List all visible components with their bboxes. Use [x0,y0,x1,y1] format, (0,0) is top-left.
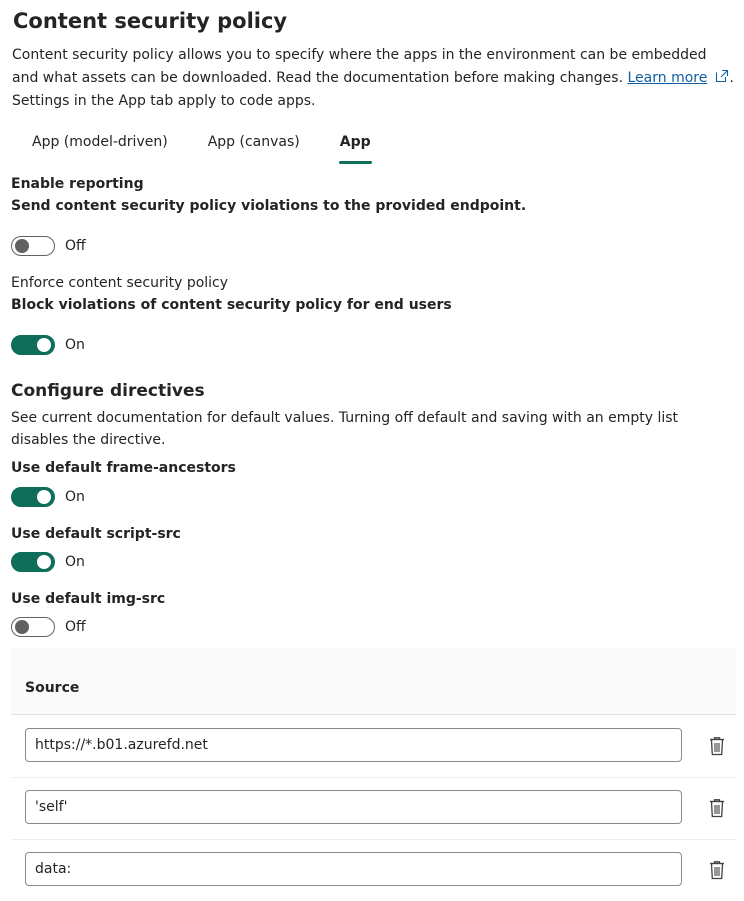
frame-ancestors-label: Use default frame-ancestors [11,460,236,476]
source-input[interactable] [25,852,682,886]
frame-ancestors-state: On [65,489,85,505]
enforce-csp-state: On [65,337,85,353]
enable-reporting-toggle-row [11,235,86,257]
page-description [12,44,737,113]
script-src-toggle[interactable] [11,552,55,572]
toggle-knob [15,620,29,634]
script-src-toggle-row [11,551,85,573]
img-src-label: Use default img-src [11,591,166,607]
source-column-header: Source [25,680,80,696]
learn-more-link[interactable]: Learn more [627,70,708,86]
script-src-label: Use default script-src [11,526,181,542]
enable-reporting-title: Enable reporting [11,176,144,192]
toggle-knob [37,338,51,352]
enable-reporting-subtitle: Send content security policy violations to the provided endpoint. [11,198,527,214]
frame-ancestors-toggle[interactable] [11,487,55,507]
enforce-csp-toggle[interactable] [11,335,55,355]
tab-app-canvas[interactable]: App (canvas) [207,134,300,150]
trash-icon[interactable] [708,736,726,756]
toggle-knob [37,555,51,569]
configure-directives-description: See current documentation for default values. Turning off default and saving with an empty list disables the directive. [11,410,679,448]
source-table-header [11,648,736,715]
table-row [11,839,736,901]
img-src-toggle-row [11,616,86,638]
configure-directives-title: Configure directives [11,381,205,401]
trash-icon[interactable] [708,798,726,818]
source-input[interactable] [25,790,682,824]
app-type-tabs [20,128,399,164]
tab-app-model-driven[interactable]: App (model-driven) [32,134,168,150]
toggle-knob [37,490,51,504]
page-title: Content security policy [13,9,288,33]
source-input[interactable] [25,728,682,762]
enforce-csp-subtitle: Block violations of content security policy for end users [11,297,452,313]
script-src-state: On [65,554,85,570]
description-period: . [729,70,734,86]
source-table [11,648,736,890]
img-src-state: Off [65,619,86,635]
enforce-csp-toggle-row [11,334,85,356]
tab-app[interactable]: App [328,128,383,164]
table-row [11,715,736,778]
trash-icon[interactable] [708,860,726,880]
table-row [11,777,736,840]
frame-ancestors-toggle-row [11,486,85,508]
enable-reporting-state: Off [65,238,86,254]
toggle-knob [15,239,29,253]
description-line-2: Settings in the App tab apply to code apps. [12,93,316,109]
img-src-toggle[interactable] [11,617,55,637]
enforce-csp-title: Enforce content security policy [11,275,229,291]
open-in-new-window-icon[interactable] [715,69,729,83]
description-text: Content security policy allows you to specify where the apps in the environment can be embedded and what assets can be downloaded. Read the documentation before making changes. [12,47,707,86]
enable-reporting-toggle[interactable] [11,236,55,256]
